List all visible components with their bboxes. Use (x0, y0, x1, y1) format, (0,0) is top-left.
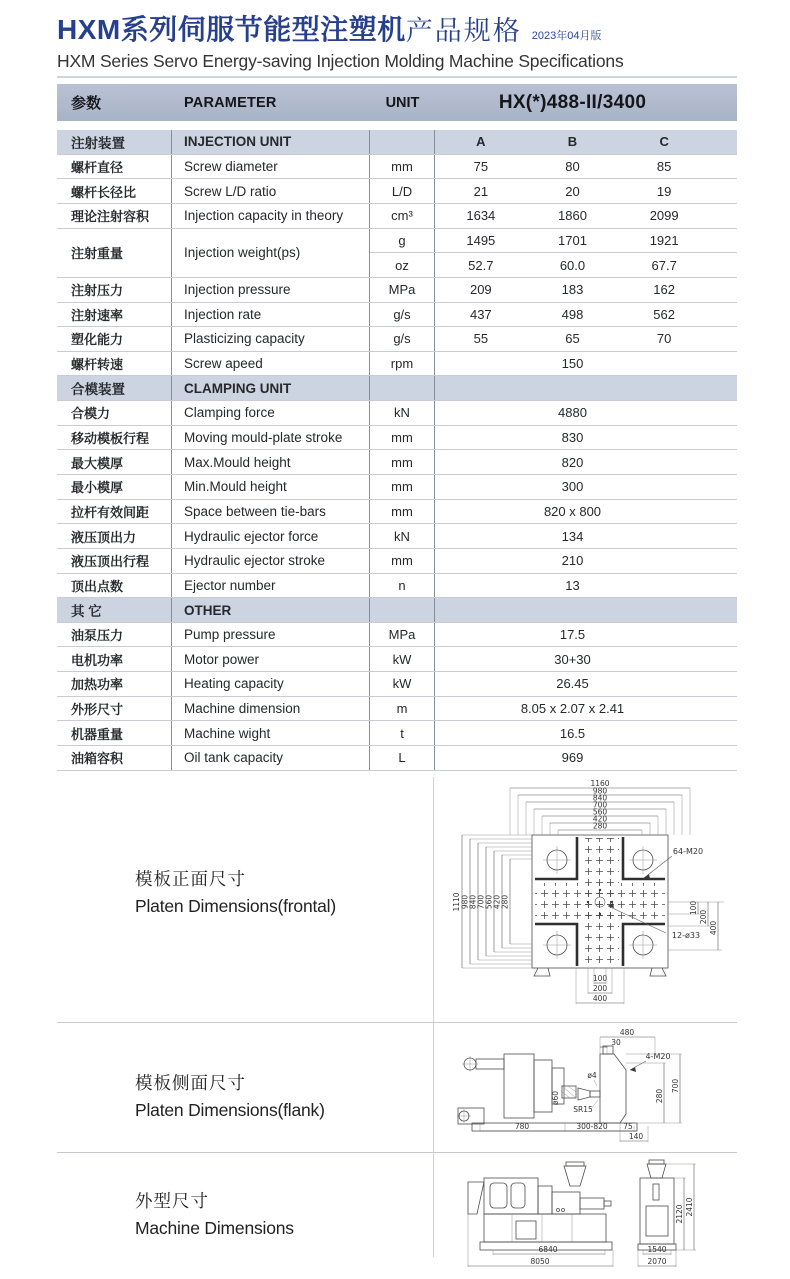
param-zh: 理论注射容积 (57, 204, 172, 228)
param-zh: 最大模厚 (57, 450, 172, 474)
param-unit: cm³ (370, 204, 435, 228)
section-row-injection (57, 130, 737, 155)
machine-dimensions-diagram (440, 1158, 740, 1276)
param-zh: 合模力 (57, 401, 172, 425)
value-c: 162 (653, 282, 675, 298)
machine-label-zh: 外型尺寸 (135, 1191, 209, 1211)
table-row (57, 426, 737, 451)
section-zh: 合模装置 (57, 376, 172, 400)
spec-table (57, 84, 737, 771)
param-unit: kN (370, 401, 435, 425)
section-en: CLAMPING UNIT (172, 376, 370, 400)
param-unit: rpm (370, 352, 435, 376)
value-a: 21 (473, 183, 489, 199)
param-zh: 最小模厚 (57, 475, 172, 499)
table-row (57, 721, 737, 746)
value-c: 2099 (649, 208, 679, 224)
value-span: 4880 (558, 405, 587, 421)
table-row (57, 746, 737, 771)
param-unit: n (370, 574, 435, 598)
value-b: 1701 (558, 232, 587, 248)
table-header-row (57, 84, 737, 121)
param-en: Injection pressure (172, 278, 370, 302)
param-en: Machine dimension (172, 697, 370, 721)
value-span: 134 (561, 528, 584, 544)
param-en: Heating capacity (172, 672, 370, 696)
table-row (57, 204, 737, 229)
value-span: 830 (561, 430, 584, 446)
dim-label: 1160 (590, 779, 610, 788)
table-row (57, 155, 737, 180)
param-unit: L (370, 746, 435, 770)
dim-label: 700 (476, 894, 486, 910)
param-unit: L/D (370, 179, 435, 203)
param-zh: 塑化能力 (57, 327, 172, 351)
page-subtitle-en: HXM Series Servo Energy-saving Injection Molding Machine Specifications (57, 51, 624, 71)
value-c: 67.7 (651, 257, 677, 273)
hole-callout-label: 12-ø33 (671, 931, 701, 940)
dim-label: 1110 (452, 892, 461, 912)
param-zh: 螺杆转速 (57, 352, 172, 376)
dim-label: 280 (655, 1088, 664, 1104)
param-unit: kN (370, 524, 435, 548)
value-b: 183 (561, 282, 584, 298)
param-zh: 加热功率 (57, 672, 172, 696)
table-row-injection-weight (57, 229, 737, 278)
dim-label: 420 (592, 814, 608, 824)
value-b: 65 (565, 331, 580, 347)
value-span: 17.5 (559, 627, 586, 643)
dim-label: 980 (460, 894, 470, 910)
dim-label: 300-820 (576, 1122, 608, 1131)
param-zh: 注射重量 (57, 229, 172, 277)
param-unit: kW (370, 647, 435, 671)
value-c: 70 (656, 331, 672, 347)
col-label-a: A (476, 134, 486, 150)
bolt-callout-label: 4-M20 (645, 1052, 671, 1061)
param-unit: oz (370, 253, 435, 277)
param-unit: g/s (370, 327, 435, 351)
value-c: 19 (656, 183, 672, 199)
value-a: 55 (473, 331, 489, 347)
value-b: 20 (565, 183, 580, 199)
machine-label-en: Machine Dimensions (135, 1218, 294, 1238)
param-en: Injection capacity in theory (172, 204, 370, 228)
dim-label: 400 (592, 994, 608, 1003)
param-zh: 顶出点数 (57, 574, 172, 598)
param-zh: 移动模板行程 (57, 426, 172, 450)
param-zh: 外形尺寸 (57, 697, 172, 721)
param-unit: MPa (370, 278, 435, 302)
table-row (57, 352, 737, 377)
dim-label: 6840 (538, 1245, 558, 1254)
param-en: Clamping force (172, 401, 370, 425)
param-zh: 注射速率 (57, 303, 172, 327)
param-en: Hydraulic ejector stroke (172, 549, 370, 573)
param-en: Oil tank capacity (172, 746, 370, 770)
header-param-en: PARAMETER (184, 94, 277, 111)
table-row (57, 401, 737, 426)
value-a: 1634 (466, 208, 496, 224)
dim-label: 420 (492, 894, 502, 910)
section-zh: 其 它 (57, 598, 172, 622)
flank-diagram-label (135, 1070, 325, 1121)
dim-label: 560 (592, 807, 608, 817)
dim-label: 840 (592, 793, 608, 803)
param-en: Plasticizing capacity (172, 327, 370, 351)
dim-label: 8050 (530, 1257, 550, 1266)
subrow-g (370, 229, 737, 254)
param-en: Moving mould-plate stroke (172, 426, 370, 450)
frontal-label-zh: 模板正面尺寸 (135, 869, 246, 889)
section-row-clamping (57, 376, 737, 401)
table-row (57, 475, 737, 500)
header-param-zh: 参数 (71, 95, 102, 112)
param-unit: mm (370, 500, 435, 524)
dim-label: 980 (592, 786, 608, 796)
dim-label: 30 (611, 1038, 621, 1047)
dim-label: 400 (709, 920, 718, 936)
table-row (57, 524, 737, 549)
param-en: Injection weight(ps) (172, 229, 370, 277)
param-unit: mm (370, 450, 435, 474)
value-span: 8.05 x 2.07 x 2.41 (520, 701, 625, 717)
param-unit: mm (370, 475, 435, 499)
machine-diagram-label (135, 1188, 294, 1239)
dim-label: ø60 (551, 1090, 560, 1106)
param-unit: t (370, 721, 435, 745)
param-unit: kW (370, 672, 435, 696)
table-body (57, 130, 737, 771)
col-label-b: B (567, 134, 578, 150)
diagram-column-divider (433, 777, 434, 1257)
table-row (57, 500, 737, 525)
table-row (57, 647, 737, 672)
param-zh: 螺杆长径比 (57, 179, 172, 203)
header-unit: UNIT (385, 94, 420, 111)
dim-label: 200 (699, 909, 708, 925)
value-b: 80 (565, 158, 580, 174)
param-en: Ejector number (172, 574, 370, 598)
table-row (57, 574, 737, 599)
param-zh: 电机功率 (57, 647, 172, 671)
table-row (57, 623, 737, 648)
title-block (57, 8, 747, 72)
value-b: 60.0 (559, 257, 586, 273)
value-a: 75 (473, 158, 489, 174)
dim-label: 100 (689, 900, 698, 916)
value-span: 30+30 (554, 651, 591, 667)
param-en: Machine wight (172, 721, 370, 745)
section-en: OTHER (172, 598, 370, 622)
param-unit: mm (370, 426, 435, 450)
value-span: 210 (561, 553, 584, 569)
dim-label: 2120 (675, 1204, 684, 1224)
value-b: 1860 (558, 208, 587, 224)
dim-label: 1540 (647, 1245, 667, 1254)
dim-label: 700 (671, 1078, 680, 1094)
value-span: 969 (561, 750, 584, 766)
edition-date: 2023年04月版 (531, 30, 602, 42)
param-unit: mm (370, 549, 435, 573)
param-en: Pump pressure (172, 623, 370, 647)
param-unit: mm (370, 155, 435, 179)
value-a: 1495 (466, 232, 496, 248)
flank-label-zh: 模板侧面尺寸 (135, 1073, 246, 1093)
section-row-other (57, 598, 737, 623)
table-row (57, 549, 737, 574)
value-span: 820 (561, 454, 584, 470)
param-zh: 拉杆有效间距 (57, 500, 172, 524)
param-unit: m (370, 697, 435, 721)
param-en: Motor power (172, 647, 370, 671)
frontal-diagram-label (135, 866, 336, 917)
param-en: Screw L/D ratio (172, 179, 370, 203)
dim-label: SR15 (573, 1105, 593, 1114)
param-unit: g (370, 229, 435, 253)
section-zh: 注射装置 (57, 130, 172, 154)
dim-label: ø4 (587, 1071, 597, 1080)
param-en: Max.Mould height (172, 450, 370, 474)
dim-label: 480 (619, 1028, 635, 1037)
dim-label: 280 (592, 821, 608, 831)
param-en: Screw diameter (172, 155, 370, 179)
table-row (57, 450, 737, 475)
value-span: 820 x 800 (543, 503, 602, 519)
param-zh: 油泵压力 (57, 623, 172, 647)
param-en: Space between tie-bars (172, 500, 370, 524)
value-span: 16.5 (559, 725, 586, 741)
frontal-label-en: Platen Dimensions(frontal) (135, 896, 336, 916)
dim-label: 100 (592, 974, 608, 983)
value-a: 437 (469, 306, 492, 322)
header-model: HX(*)488-II/3400 (498, 91, 647, 113)
flank-platen-diagram (450, 1028, 730, 1153)
section-en: INJECTION UNIT (172, 130, 370, 154)
param-en: Screw apeed (172, 352, 370, 376)
value-span: 13 (565, 577, 580, 593)
dim-label: 140 (628, 1132, 644, 1141)
value-c: 1921 (649, 232, 679, 248)
dim-label: 560 (484, 894, 494, 910)
param-zh: 液压顶出行程 (57, 549, 172, 573)
dim-label: 700 (592, 800, 608, 810)
bolt-callout-label: 64-M20 (672, 847, 704, 856)
dim-label: 280 (500, 894, 510, 910)
table-row (57, 697, 737, 722)
param-unit: g/s (370, 303, 435, 327)
flank-label-en: Platen Dimensions(flank) (135, 1100, 325, 1120)
table-row (57, 278, 737, 303)
value-span: 300 (561, 479, 584, 495)
title-divider (57, 76, 737, 78)
table-row (57, 672, 737, 697)
value-a: 209 (469, 282, 492, 298)
param-zh: 注射压力 (57, 278, 172, 302)
value-span: 150 (561, 356, 584, 372)
value-a: 52.7 (468, 257, 494, 273)
param-unit: MPa (370, 623, 435, 647)
dim-label: 840 (468, 894, 478, 910)
value-b: 498 (561, 306, 584, 322)
page-title-zh: HXM系列伺服节能型注塑机 (57, 14, 406, 45)
value-c: 85 (656, 158, 672, 174)
table-row (57, 327, 737, 352)
subrow-oz (370, 253, 737, 277)
dim-label: 2410 (685, 1197, 694, 1217)
frontal-platen-diagram (440, 778, 740, 1023)
dim-label: 200 (592, 984, 608, 993)
page-title-zh-suffix: 产品规格 (405, 16, 522, 46)
col-label-c: C (659, 134, 669, 150)
param-en: Injection rate (172, 303, 370, 327)
param-zh: 液压顶出力 (57, 524, 172, 548)
dim-label: 75 (623, 1122, 633, 1131)
param-zh: 油箱容积 (57, 746, 172, 770)
value-c: 562 (653, 306, 675, 322)
param-en: Min.Mould height (172, 475, 370, 499)
param-zh: 机器重量 (57, 721, 172, 745)
value-span: 26.45 (556, 676, 589, 692)
dim-label: 2070 (647, 1257, 667, 1266)
table-row (57, 303, 737, 328)
dim-label: 780 (514, 1122, 530, 1131)
param-zh: 螺杆直径 (57, 155, 172, 179)
param-en: Hydraulic ejector force (172, 524, 370, 548)
table-row (57, 179, 737, 204)
